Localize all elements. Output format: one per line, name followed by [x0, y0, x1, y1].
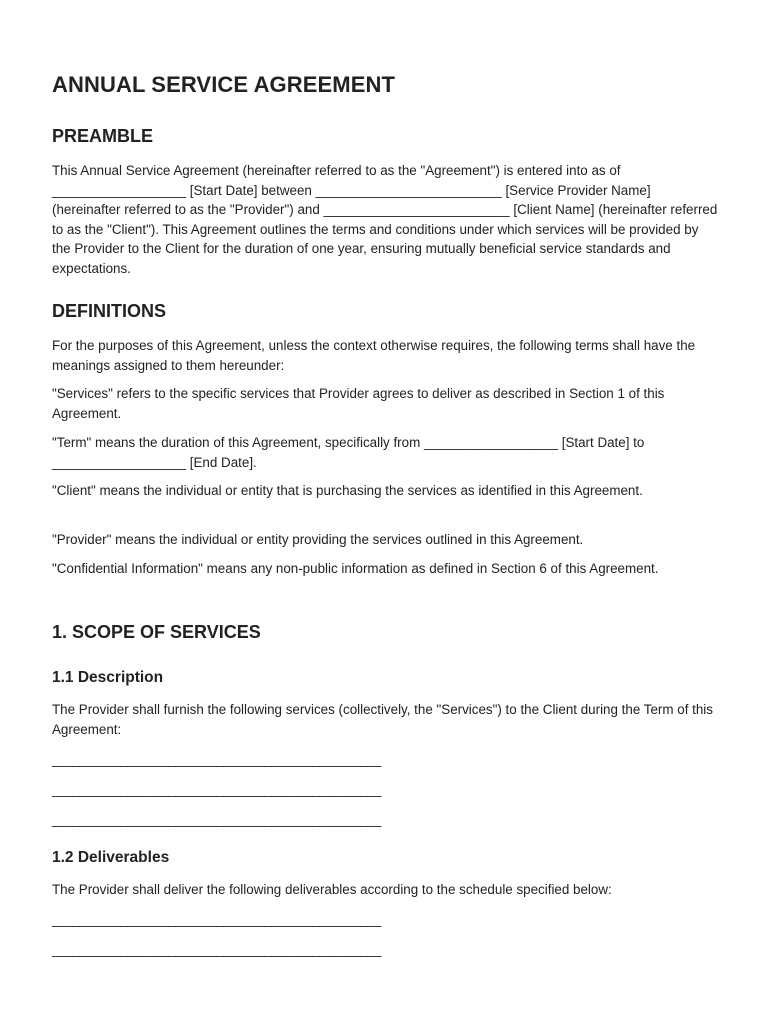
document-title: ANNUAL SERVICE AGREEMENT — [52, 72, 396, 97]
definitions-intro: For the purposes of this Agreement, unless the context otherwise requires, the following terms shall have the meanings assigned to them hereunder: — [52, 338, 696, 373]
definition-confidential-information: "Confidential Information" means any non-public information as defined in Section 6 of this Agreement. — [52, 561, 659, 576]
definition-services: "Services" refers to the specific services that Provider agrees to deliver as described in Section 1 of this Agreement. — [52, 386, 665, 421]
deliverables-blank-line-2[interactable]: ________________________________________________ — [52, 942, 381, 957]
deliverables-paragraph: The Provider shall deliver the following deliverables according to the schedule specified below: — [52, 882, 612, 897]
preamble-heading: PREAMBLE — [52, 126, 154, 146]
deliverables-blank-line-1[interactable]: ________________________________________________ — [52, 912, 381, 927]
definition-term: "Term" means the duration of this Agreement, specifically from __________________ [Start Date] to __________________ [End Date]. — [52, 435, 645, 470]
description-subheading: 1.1 Description — [52, 669, 164, 686]
definitions-heading: DEFINITIONS — [52, 301, 167, 321]
deliverables-subheading: 1.2 Deliverables — [52, 849, 170, 866]
description-blank-line-2[interactable]: ________________________________________________ — [52, 782, 381, 797]
definition-client: "Client" means the individual or entity that is purchasing the services as identified in this Agreement. — [52, 483, 643, 498]
definition-provider: "Provider" means the individual or entity providing the services outlined in this Agreement. — [52, 532, 584, 547]
preamble-paragraph: This Annual Service Agreement (hereinafter referred to as the "Agreement") is entered into as of __________________ [Start Date] between _________________________ [Service Provider Name] (hereinafter referred to as the "Provider") and _________________________ [Client Name] (hereinafter referred to as the "Client"). This Agreement outlines the terms and conditions under which services will be provided by the Provider to the Client for the duration of one year, ensuring mutually beneficial service standards and expectations. — [52, 163, 718, 276]
scope-heading: 1. SCOPE OF SERVICES — [52, 622, 261, 642]
description-blank-line-1[interactable]: ________________________________________________ — [52, 752, 381, 767]
description-paragraph: The Provider shall furnish the following services (collectively, the "Services") to the Client during the Term of this Agreement: — [52, 702, 713, 737]
description-blank-line-3[interactable]: ________________________________________________ — [52, 812, 381, 827]
